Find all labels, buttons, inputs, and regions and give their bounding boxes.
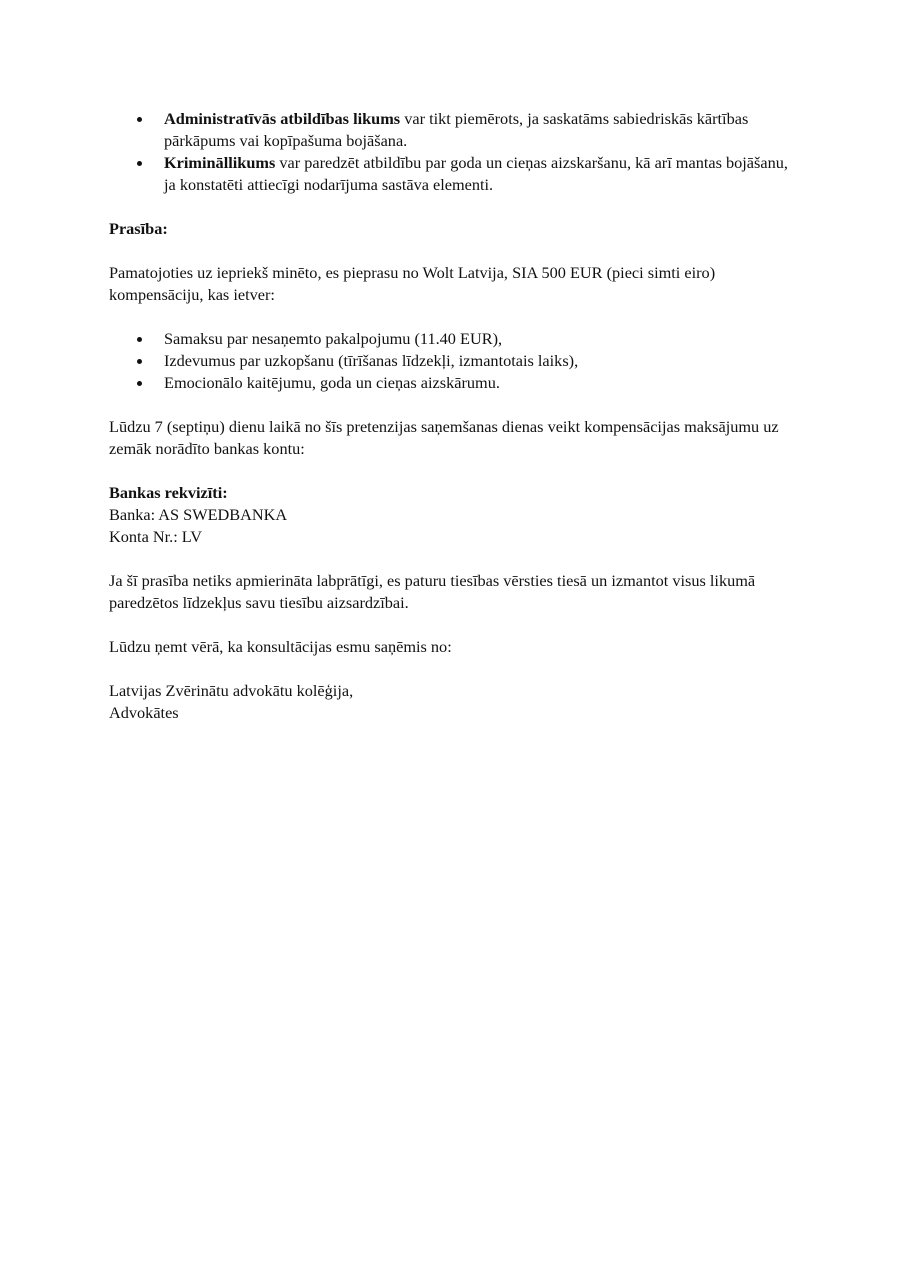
bullet-icon bbox=[137, 117, 142, 122]
compensation-list bbox=[109, 328, 799, 394]
consultation-notice: Lūdzu ņemt vērā, ka konsultācijas esmu saņēmis no: bbox=[109, 637, 452, 656]
bank-name-line: Banka: AS SWEDBANKA bbox=[109, 505, 288, 524]
claim-heading: Prasība: bbox=[109, 219, 168, 238]
list-item bbox=[109, 372, 799, 394]
list-item bbox=[109, 350, 799, 372]
compensation-item: Izdevumus par uzkopšanu (tīrīšanas līdzekļi, izmantotais laiks), bbox=[164, 351, 579, 370]
law-name: Administratīvās atbildības likums bbox=[164, 109, 401, 128]
law-description: var paredzēt atbildību par goda un cieņas aizskaršanu, kā arī mantas bojāšanu, ja konstatēti attiecīgi nodarījuma sastāva elementi. bbox=[164, 153, 788, 194]
compensation-item: Emocionālo kaitējumu, goda un cieņas aizskārumu. bbox=[164, 373, 500, 392]
court-notice: Ja šī prasība netiks apmierināta labprātīgi, es paturu tiesības vērsties tiesā un izmantot visus likumā paredzētos līdzekļus savu tiesību aizsardzībai. bbox=[109, 571, 756, 612]
compensation-item: Samaksu par nesaņemto pakalpojumu (11.40 EUR), bbox=[164, 329, 503, 348]
list-item bbox=[109, 152, 799, 196]
document-body bbox=[109, 108, 799, 724]
law-description: var tikt piemērots, ja saskatāms sabiedriskās kārtības pārkāpums vai kopīpašuma bojāšana. bbox=[164, 109, 749, 150]
claim-intro: Pamatojoties uz iepriekš minēto, es pieprasu no Wolt Latvija, SIA 500 EUR (pieci simti eiro) kompensāciju, kas ietver: bbox=[109, 263, 716, 304]
bullet-icon bbox=[137, 337, 142, 342]
bank-details-heading: Bankas rekvizīti: bbox=[109, 483, 228, 502]
bullet-icon bbox=[137, 381, 142, 386]
lawyer-label: Advokātes bbox=[109, 703, 179, 722]
payment-request: Lūdzu 7 (septiņu) dienu laikā no šīs pretenzijas saņemšanas dienas veikt kompensācijas maksājumu uz zemāk norādīto bankas kontu: bbox=[109, 417, 779, 458]
organisation-name: Latvijas Zvērinātu advokātu kolēģija, bbox=[109, 681, 354, 700]
account-number-line: Konta Nr.: LV bbox=[109, 527, 203, 546]
bullet-icon bbox=[137, 161, 142, 166]
list-item bbox=[109, 328, 799, 350]
legal-basis-list bbox=[109, 108, 799, 196]
law-name: Krimināllikums bbox=[164, 153, 276, 172]
bullet-icon bbox=[137, 359, 142, 364]
list-item bbox=[109, 108, 799, 152]
